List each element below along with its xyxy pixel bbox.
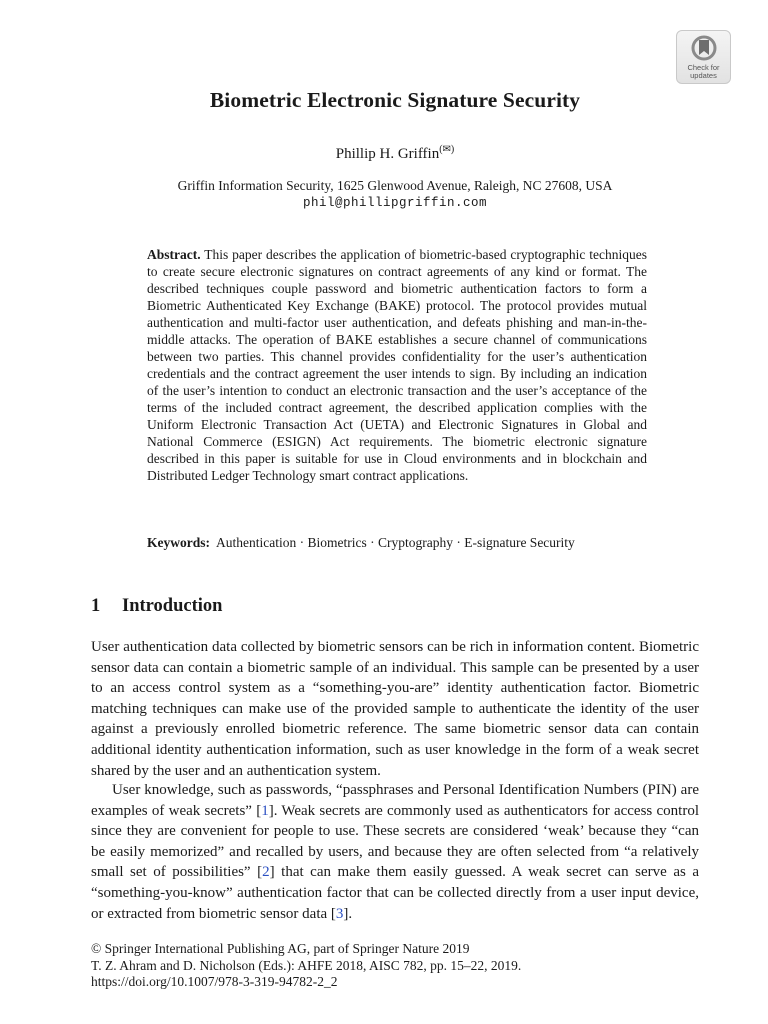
citation-link-1[interactable]: 1 (261, 802, 269, 819)
keywords-label: Keywords: (147, 535, 210, 550)
abstract (147, 246, 647, 484)
author-name: Phillip H. Griffin (335, 146, 440, 162)
doi-link[interactable]: https://doi.org/10.1007/978-3-319-94782-2_2 (91, 974, 338, 989)
section-title: Introduction (122, 596, 223, 616)
body-paragraph-2 (91, 780, 699, 924)
paper-title: Biometric Electronic Signature Security (209, 88, 581, 112)
envelope-icon: (✉) (439, 144, 455, 155)
abstract-label: Abstract. (147, 247, 201, 262)
section-number: 1 (91, 596, 101, 616)
check-for-updates-badge[interactable] (676, 30, 731, 84)
badge-label-1: Check for (687, 63, 720, 72)
keywords-text: Authentication · Biometrics · Cryptography · E-signature Security (216, 535, 575, 550)
paragraph-text: ] that can make them easily guessed. A weak secret can serve as a “something-you-know” authentication factor that can be collected directly from a user input device, or extracted from biometric sensor data [ (91, 864, 700, 922)
abstract-text: This paper describes the application of biometric-based cryptographic techniques to create secure electronic signatures on contract agreements of any kind or format. The described techniques couple password and biometric authentication factors to form a Biometric Authenticated Key Exchange (BAKE) protocol. The protocol provides mutual authentication and multi-factor user authentication, and defeats phishing and man-in-the-middle attacks. The operation of BAKE establishes a secure channel of communications between two parties. This channel provides confidentiality for the user’s authentication credentials and the contract agreement the user intends to sign. By including an indication of the user’s intention to conduct an electronic transaction and the user’s acceptance of the terms of the included contract agreement, the described application complies with the Uniform Electronic Transaction Act (UETA) and Electronic Signatures in Global and National Commerce (ESIGN) Act requirements. The biometric electronic signature described in this paper is suitable for use in Cloud environments and in blockchain and Distributed Ledger Technology smart contract applications. (147, 247, 647, 483)
check-updates-icon (691, 35, 717, 63)
body-paragraph-1: User authentication data collected by biometric sensors can be rich in information content. Biometric sensor data can contain a biometric sample of an individual. This sample can be presented by a user to an access control system as a “something-you-are” identity authentication factor. Biometric matching techniques can make use of the provided sample to authenticate the identity of the user against a previously enrolled biometric reference. The same biometric sensor data can contain additional identity authentication information, such as user knowledge in the form of a weak secret shared by the user and an authentication system. (91, 639, 699, 779)
author-line (0, 144, 768, 163)
copyright-line: © Springer International Publishing AG, part of Springer Nature 2019 (91, 941, 470, 956)
paragraph-text: ]. Weak secrets are commonly used as authenticators for access control since they are convenient for people to use. These secrets are considered ‘weak’ because they “can be easily memorized” and recalled by users, and because they are often selected from “a relatively small set of possibilities” [ (91, 802, 699, 881)
affiliation: Griffin Information Security, 1625 Glenwood Avenue, Raleigh, NC 27608, USA (177, 178, 613, 193)
author-email[interactable]: phil@phillipgriffin.com (302, 196, 488, 210)
section-heading (91, 596, 222, 617)
badge-label-2: updates (690, 71, 717, 80)
keywords (147, 534, 647, 551)
citation-link-3[interactable]: 3 (335, 905, 344, 922)
copyright-footer (91, 941, 711, 991)
citation-link-2[interactable]: 2 (262, 864, 270, 881)
paragraph-text: ]. (343, 905, 353, 922)
citation-line: T. Z. Ahram and D. Nicholson (Eds.): AHFE 2018, AISC 782, pp. 15–22, 2019. (91, 957, 522, 973)
paragraph-text: User knowledge, such as passwords, “passphrases and Personal Identification Numbers (PIN) are examples of weak secrets” [ (91, 782, 699, 819)
